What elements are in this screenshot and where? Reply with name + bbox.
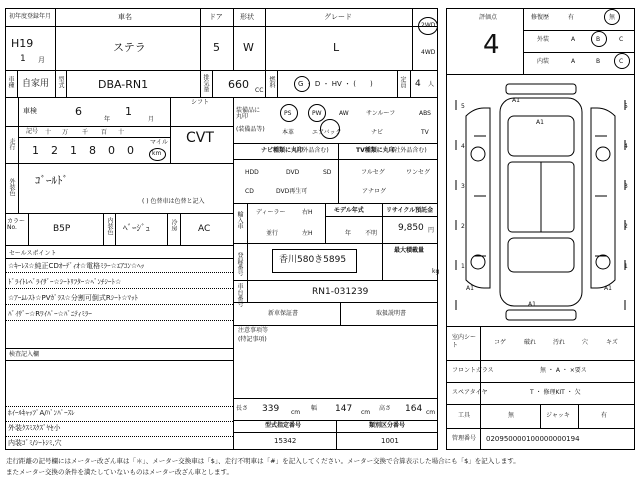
model: DBA-RN1 <box>98 78 149 91</box>
selling-point: ☆ｷｰﾚｽ☆純正CDｵｰﾃﾞｨｵ☆電格ﾐﾗｰ☆ｴｱｺﾝ☆ﾍｯ <box>8 262 145 270</box>
diagram-left-mark: 4 <box>461 143 465 150</box>
grade-label: グレード <box>324 13 352 21</box>
manual-label: 取扱説明書 <box>376 310 407 317</box>
import-left: 左H <box>302 230 313 237</box>
interior-grade-label: 内装 <box>537 58 550 65</box>
import-parallel: 並行 <box>266 230 279 237</box>
type-label: 型式指定番号 <box>265 422 302 429</box>
first-reg-month: 1 <box>20 54 26 64</box>
diagram-left-mark: 5 <box>461 103 465 110</box>
place-unit: 万 <box>62 129 69 136</box>
max-load-label: 最大積載量 <box>394 247 425 254</box>
model-year-year: 年 <box>345 230 352 237</box>
tv-title-sub: (社外品含む) <box>392 147 427 154</box>
fuel-label: 燃料 <box>268 76 275 88</box>
exterior-label: 外装色 <box>8 178 15 196</box>
navi-item: HDD <box>245 169 259 176</box>
drive-4wd: 4WD <box>421 49 436 56</box>
registration-value: 香川580き5895 <box>279 255 347 265</box>
mileage-digit: 1 <box>32 144 39 157</box>
chassis-label: 車台番号 <box>236 283 243 307</box>
equipment-circle <box>280 104 298 122</box>
exterior-note: ( ) 色替車は色替と記入 <box>142 198 205 205</box>
selling-label: セールスポイント <box>9 250 57 257</box>
exterior-grade-label: 外装 <box>537 36 550 43</box>
diagram-label: A1 <box>528 301 536 308</box>
diagram-left-mark: 3 <box>461 183 465 190</box>
capacity: 4 <box>415 79 421 89</box>
import-label: 輸入車 <box>236 211 243 229</box>
interior-sheet-item: 破れ <box>524 339 537 346</box>
place-unit: 十 <box>118 129 125 136</box>
equipment-item: PS <box>284 110 292 117</box>
car-name-label: 車名 <box>118 13 132 21</box>
model-label: 型式 <box>57 76 64 88</box>
height: 164 <box>405 404 423 414</box>
inspection-label: 車検 <box>23 107 37 115</box>
interior-sheet-item: 汚れ <box>553 339 566 346</box>
height-label: 高さ <box>379 405 392 412</box>
diagram-right-mark: 4 <box>624 143 628 150</box>
equipment-item: 本革 <box>282 129 295 136</box>
equipment-item: ABS <box>419 110 431 117</box>
interior-selected-circle <box>614 53 630 69</box>
registration-label: 登録番号 <box>236 252 243 276</box>
equipment-label: 装備品に丸印 <box>236 107 261 120</box>
length-label: 長さ <box>236 405 249 412</box>
caution-label: 注意事項等 <box>238 327 269 334</box>
footer-note-2: またメーター交換の条件を満たしていないものはメーター改ざん車とします。 <box>6 468 233 476</box>
mileage-digit: 0 <box>108 144 115 157</box>
interior-color-label: 内装色 <box>106 217 113 235</box>
category: 自家用 <box>22 79 50 89</box>
exterior-grade-option: A <box>571 36 576 43</box>
tv-item: アナログ <box>362 188 387 195</box>
place-unit: 十 <box>45 129 52 136</box>
equipment-item: TV <box>421 129 429 136</box>
repair-option: 無 <box>609 14 616 21</box>
tools-label: 工具 <box>458 412 471 419</box>
door-label: ドア <box>209 13 223 21</box>
inspector-note: 内装ｺﾞﾐ/ｼｰﾄｼﾐ,穴 <box>8 439 62 447</box>
first-reg-label: 初年度登録年月 <box>9 13 52 20</box>
equipment-item: エアバック <box>312 129 342 136</box>
tools-value: 無 <box>508 412 515 419</box>
mile-unit: マイル <box>150 139 168 146</box>
selling-point: ﾄﾞﾗｲﾄﾚﾍﾞﾗｲｻﾞｰ☆ｼｰﾄﾘﾌﾀｰ☆ﾍﾞﾝﾁｼｰﾄ☆ <box>8 278 122 286</box>
diagram-label: A1 <box>536 119 544 126</box>
interior-color: ﾍﾞｰｼﾞｭ <box>123 224 151 234</box>
spare-options: T ・ 修理KIT ・ 欠 <box>530 389 581 396</box>
interior-grade-option: B <box>596 58 601 65</box>
tv-title: TV種類に丸印 <box>356 147 395 154</box>
tv-item: フルセグ <box>361 169 385 176</box>
category-label: 車種 <box>7 76 14 88</box>
equipment-item: サンルーフ <box>366 110 396 117</box>
capacity-unit: 人 <box>428 81 435 88</box>
glass-label: フロントガラス <box>452 367 494 374</box>
navi-item: DVD再生可 <box>276 188 308 195</box>
navi-item: SD <box>323 169 332 176</box>
ac-label: 冷房 <box>170 219 177 231</box>
jack-label: ジャッキ <box>546 412 570 419</box>
recycle-value: 9,850 <box>398 223 424 233</box>
exterior-grade-option: B <box>596 36 601 43</box>
shape: W <box>243 41 254 54</box>
diagram-right-mark: 3 <box>624 183 628 190</box>
class-label: 類別区分番号 <box>369 422 406 429</box>
equipment-item: AW <box>339 110 349 117</box>
warranty-label: 新車保証書 <box>268 310 299 317</box>
interior-grade-option: C <box>619 58 624 65</box>
inspection-month: 1 <box>125 105 132 118</box>
place-label: 記号 <box>26 128 39 135</box>
exterior-grade-option: C <box>619 36 624 43</box>
doors: 5 <box>213 41 220 54</box>
length: 339 <box>262 404 280 414</box>
inspection-year: 6 <box>75 105 82 118</box>
glass-options: 無 ・ A ・ ×要ス <box>540 367 587 374</box>
management-value: 020950000100000000194 <box>486 435 580 443</box>
shift-label: シフト <box>191 99 210 106</box>
mileage-digit: 0 <box>127 144 134 157</box>
navi-title-sub: (社外品含む) <box>294 147 329 154</box>
diagram-left-mark: 1 <box>461 263 465 270</box>
diagram-label: A1 <box>466 285 474 292</box>
tv-item: ワンセグ <box>406 169 431 176</box>
recycle-label: リサイクル預託金 <box>386 207 434 214</box>
diagram-right-mark: 2 <box>624 223 628 230</box>
selling-point: ☆ｱｰﾑﾚｽﾄ☆PVｶﾞﾗｽ☆分割可倒式Rｼｰﾄ☆ﾏｯﾄ <box>8 294 138 302</box>
class-value: 1001 <box>381 437 399 445</box>
first-reg-year: H19 <box>11 37 34 50</box>
recycle-unit: 円 <box>428 227 435 234</box>
equipment-circle <box>308 104 326 122</box>
shift: CVT <box>186 130 214 146</box>
first-reg-month-unit: 月 <box>38 56 45 64</box>
spare-label: スペアタイヤ <box>452 389 488 396</box>
place-unit: 百 <box>101 129 108 136</box>
type-value: 15342 <box>274 437 297 445</box>
equipment-circle <box>320 119 340 139</box>
repair-label: 修復歴 <box>531 14 550 21</box>
jack-value: 有 <box>601 412 608 419</box>
inspector-note: ﾎｲｰﾙｷｬｯﾌﾟA/ﾊﾞﾝﾊﾟｰｽﾚ <box>8 409 75 417</box>
mileage-digit: 2 <box>51 144 58 157</box>
equipment-item: PW <box>312 110 322 117</box>
inspector-note: 外装ｸｽﾐｽｸｽﾞﾔｾ小 <box>8 424 61 432</box>
mileage-label: 走行 <box>8 138 15 150</box>
car-name: ステラ <box>113 41 146 54</box>
diagram-label: A1 <box>512 97 520 104</box>
length-unit: cm <box>291 409 301 416</box>
interior-sheet-label: 室内シート <box>452 334 477 349</box>
fuel-options: G ・ D ・ HV ・ ( ) <box>298 80 373 88</box>
repair-option: 有 <box>568 14 575 21</box>
caution-sub: (特記事項) <box>238 336 267 343</box>
inspection-year-unit: 年 <box>104 116 111 123</box>
max-load-unit: kg <box>432 268 440 275</box>
place-unit: 千 <box>82 129 89 136</box>
width: 147 <box>335 404 353 414</box>
displacement: 660 <box>228 78 249 91</box>
exterior-color: ｺﾞｰﾙﾄﾞ <box>35 174 68 187</box>
mileage-digit: 8 <box>89 144 96 157</box>
navi-title: ナビ種類に丸印 <box>261 147 304 154</box>
color-code-label: カラー No. <box>7 218 26 231</box>
model-year-unknown: 不明 <box>365 230 378 237</box>
mileage-digit: 1 <box>70 144 77 157</box>
navi-item: DVD <box>286 169 300 176</box>
exterior-selected-circle <box>591 31 607 47</box>
import-right: 右H <box>302 209 313 216</box>
km-unit: km <box>152 150 162 157</box>
selling-point: ﾊﾞｲｻﾞｰ☆Rﾜｲﾊﾟｰ☆ﾊﾞﾆﾃｨﾐﾗｰ <box>8 310 92 318</box>
model-year-label: モデル年式 <box>334 207 364 214</box>
score-label: 評価点 <box>479 14 498 21</box>
displacement-label: 排気量 <box>202 74 209 92</box>
score: 4 <box>483 30 500 60</box>
diagram-right-mark: 5 <box>624 103 628 110</box>
interior-grade-option: A <box>571 58 576 65</box>
cc-unit: CC <box>255 87 264 94</box>
interior-sheet-item: コゲ <box>494 339 507 346</box>
import-dealer: ディーラー <box>256 209 286 216</box>
navi-item: CD <box>245 188 254 195</box>
equipment-item: ナビ <box>371 129 384 136</box>
management-label: 管理番号 <box>452 435 477 442</box>
shape-label: 形状 <box>240 13 254 21</box>
inspection-month-unit: 月 <box>148 116 155 123</box>
interior-sheet-item: キズ <box>606 339 618 346</box>
chassis-value: RN1-031239 <box>312 287 369 297</box>
footer-note-1: 走行距離の記号欄にはメーター改ざん車は「＊」、メーター交換車は「$」、走行不明車は「#」を記入してください。メーター交換で合算表示した場合にも「$」を記入します。 <box>6 457 520 465</box>
inspector-label: 検査記入欄 <box>9 351 40 358</box>
drive-2wd: 2WD <box>421 22 436 29</box>
height-unit: cm <box>426 409 436 416</box>
capacity-label: 定員 <box>399 76 406 88</box>
diagram-left-mark: 2 <box>461 223 465 230</box>
diagram-right-mark: 1 <box>624 263 628 270</box>
ac: AC <box>198 224 211 234</box>
repair-selected-circle <box>604 9 620 25</box>
equipment-sub: (装備品等) <box>236 126 265 133</box>
diagram-label: A1 <box>604 285 612 292</box>
width-label: 幅 <box>311 405 318 412</box>
interior-sheet-item: 穴 <box>582 339 589 346</box>
color-code: B5P <box>53 224 71 234</box>
width-unit: cm <box>361 409 371 416</box>
grade: L <box>333 41 340 54</box>
